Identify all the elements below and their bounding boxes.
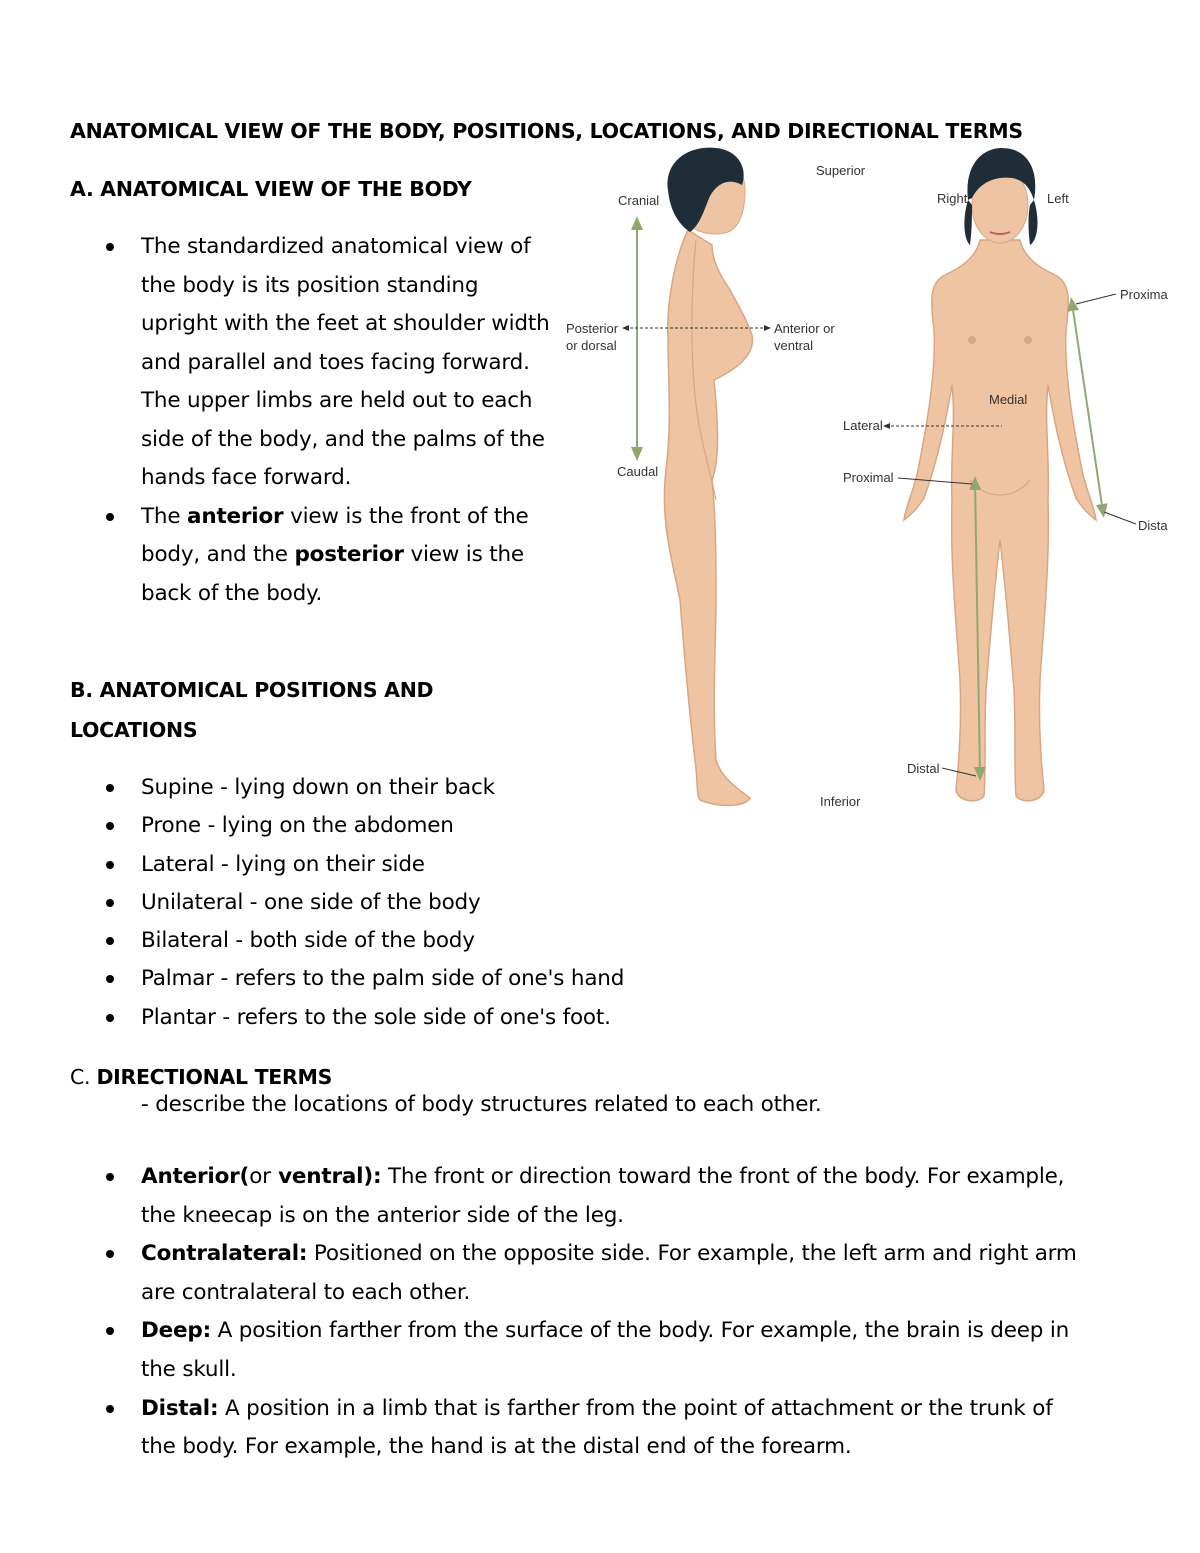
list-item <box>70 1312 1080 1389</box>
list-item: Plantar - refers to the sole side of one's foot. <box>70 999 770 1037</box>
term: ventral): <box>270 1164 382 1189</box>
label-dista: Dista <box>1138 518 1168 533</box>
bullet-text: view is the back of the body. <box>141 542 524 606</box>
definition: A position in a limb that is farther from the point of attachment or the trunk of the body. For example, the hand is at the distal end of the forearm. <box>141 1395 1053 1460</box>
bullet-text: view is the front of the body, and the <box>141 503 529 567</box>
term-posterior: posterior <box>294 542 404 567</box>
term-mid: or <box>249 1164 271 1189</box>
term-anterior: anterior <box>187 503 284 529</box>
label-proximal: Proximal <box>843 470 894 485</box>
section-c-title: DIRECTIONAL TERMS <box>96 1065 333 1089</box>
label-anterior: Anterior or <box>774 321 835 336</box>
label-posterior: Posterior <box>566 321 619 336</box>
label-dorsal: or dorsal <box>566 338 617 353</box>
section-c-prefix: C. <box>70 1065 97 1089</box>
label-inferior: Inferior <box>820 794 861 809</box>
term: Deep: <box>141 1318 211 1344</box>
dista-leader <box>1104 512 1136 524</box>
list-item <box>70 228 550 498</box>
list-item <box>70 1235 1080 1312</box>
label-right: Right <box>937 191 968 206</box>
list-item: Prone - lying on the abdomen <box>70 807 770 845</box>
label-superior: Superior <box>816 163 866 178</box>
bullet-text: The standardized anatomical view of the body is its position standing upright with the feet at shoulder width and parallel and toes facing forward. The upper limbs are held out to each side of the body, and the palms of the hands face forward. <box>141 234 550 490</box>
list-item <box>70 1390 1080 1467</box>
section-c-list <box>70 1158 1080 1467</box>
label-distal: Distal <box>907 761 940 776</box>
list-item <box>70 498 550 614</box>
anatomical-figure <box>555 145 1180 825</box>
front-view-figure <box>904 148 1096 801</box>
term: Contralateral: <box>141 1241 308 1267</box>
section-a-list <box>70 228 550 613</box>
proxima-leader <box>1076 294 1116 304</box>
list-item: Palmar - refers to the palm side of one's hand <box>70 960 770 998</box>
bullet-text: The <box>141 503 188 529</box>
definition: A position farther from the surface of the body. For example, the brain is deep in the skull. <box>141 1318 1070 1382</box>
list-item: Lateral - lying on their side <box>70 846 770 884</box>
definition: Positioned on the opposite side. For example, the left arm and right arm are contralateral to each other. <box>141 1241 1077 1305</box>
section-b-heading-line1: B. ANATOMICAL POSITIONS AND <box>70 678 434 702</box>
list-item: Bilateral - both side of the body <box>70 922 770 960</box>
section-b-heading-line2: LOCATIONS <box>70 718 198 742</box>
label-medial: Medial <box>989 392 1028 407</box>
side-view-figure <box>664 148 752 806</box>
section-a-heading: A. ANATOMICAL VIEW OF THE BODY <box>70 177 472 201</box>
label-lateral: Lateral <box>843 418 883 433</box>
list-item <box>70 1158 1080 1235</box>
document-title: ANATOMICAL VIEW OF THE BODY, POSITIONS, LOCATIONS, AND DIRECTIONAL TERMS <box>70 119 1023 143</box>
list-item: Supine - lying down on their back <box>70 769 770 807</box>
label-ventral: ventral <box>774 338 814 353</box>
section-c-heading <box>70 1065 332 1089</box>
list-item: Unilateral - one side of the body <box>70 884 770 922</box>
section-c-description: - describe the locations of body structures related to each other. <box>141 1092 822 1117</box>
label-left: Left <box>1047 191 1069 206</box>
term: Distal: <box>141 1395 219 1421</box>
term: Anterior( <box>141 1164 250 1189</box>
label-caudal: Caudal <box>617 464 659 479</box>
label-proxima: Proxima <box>1120 287 1168 302</box>
label-cranial: Cranial <box>618 193 660 208</box>
definition: The front or direction toward the front of the body. For example, the kneecap is on the anterior side of the leg. <box>141 1164 1065 1228</box>
